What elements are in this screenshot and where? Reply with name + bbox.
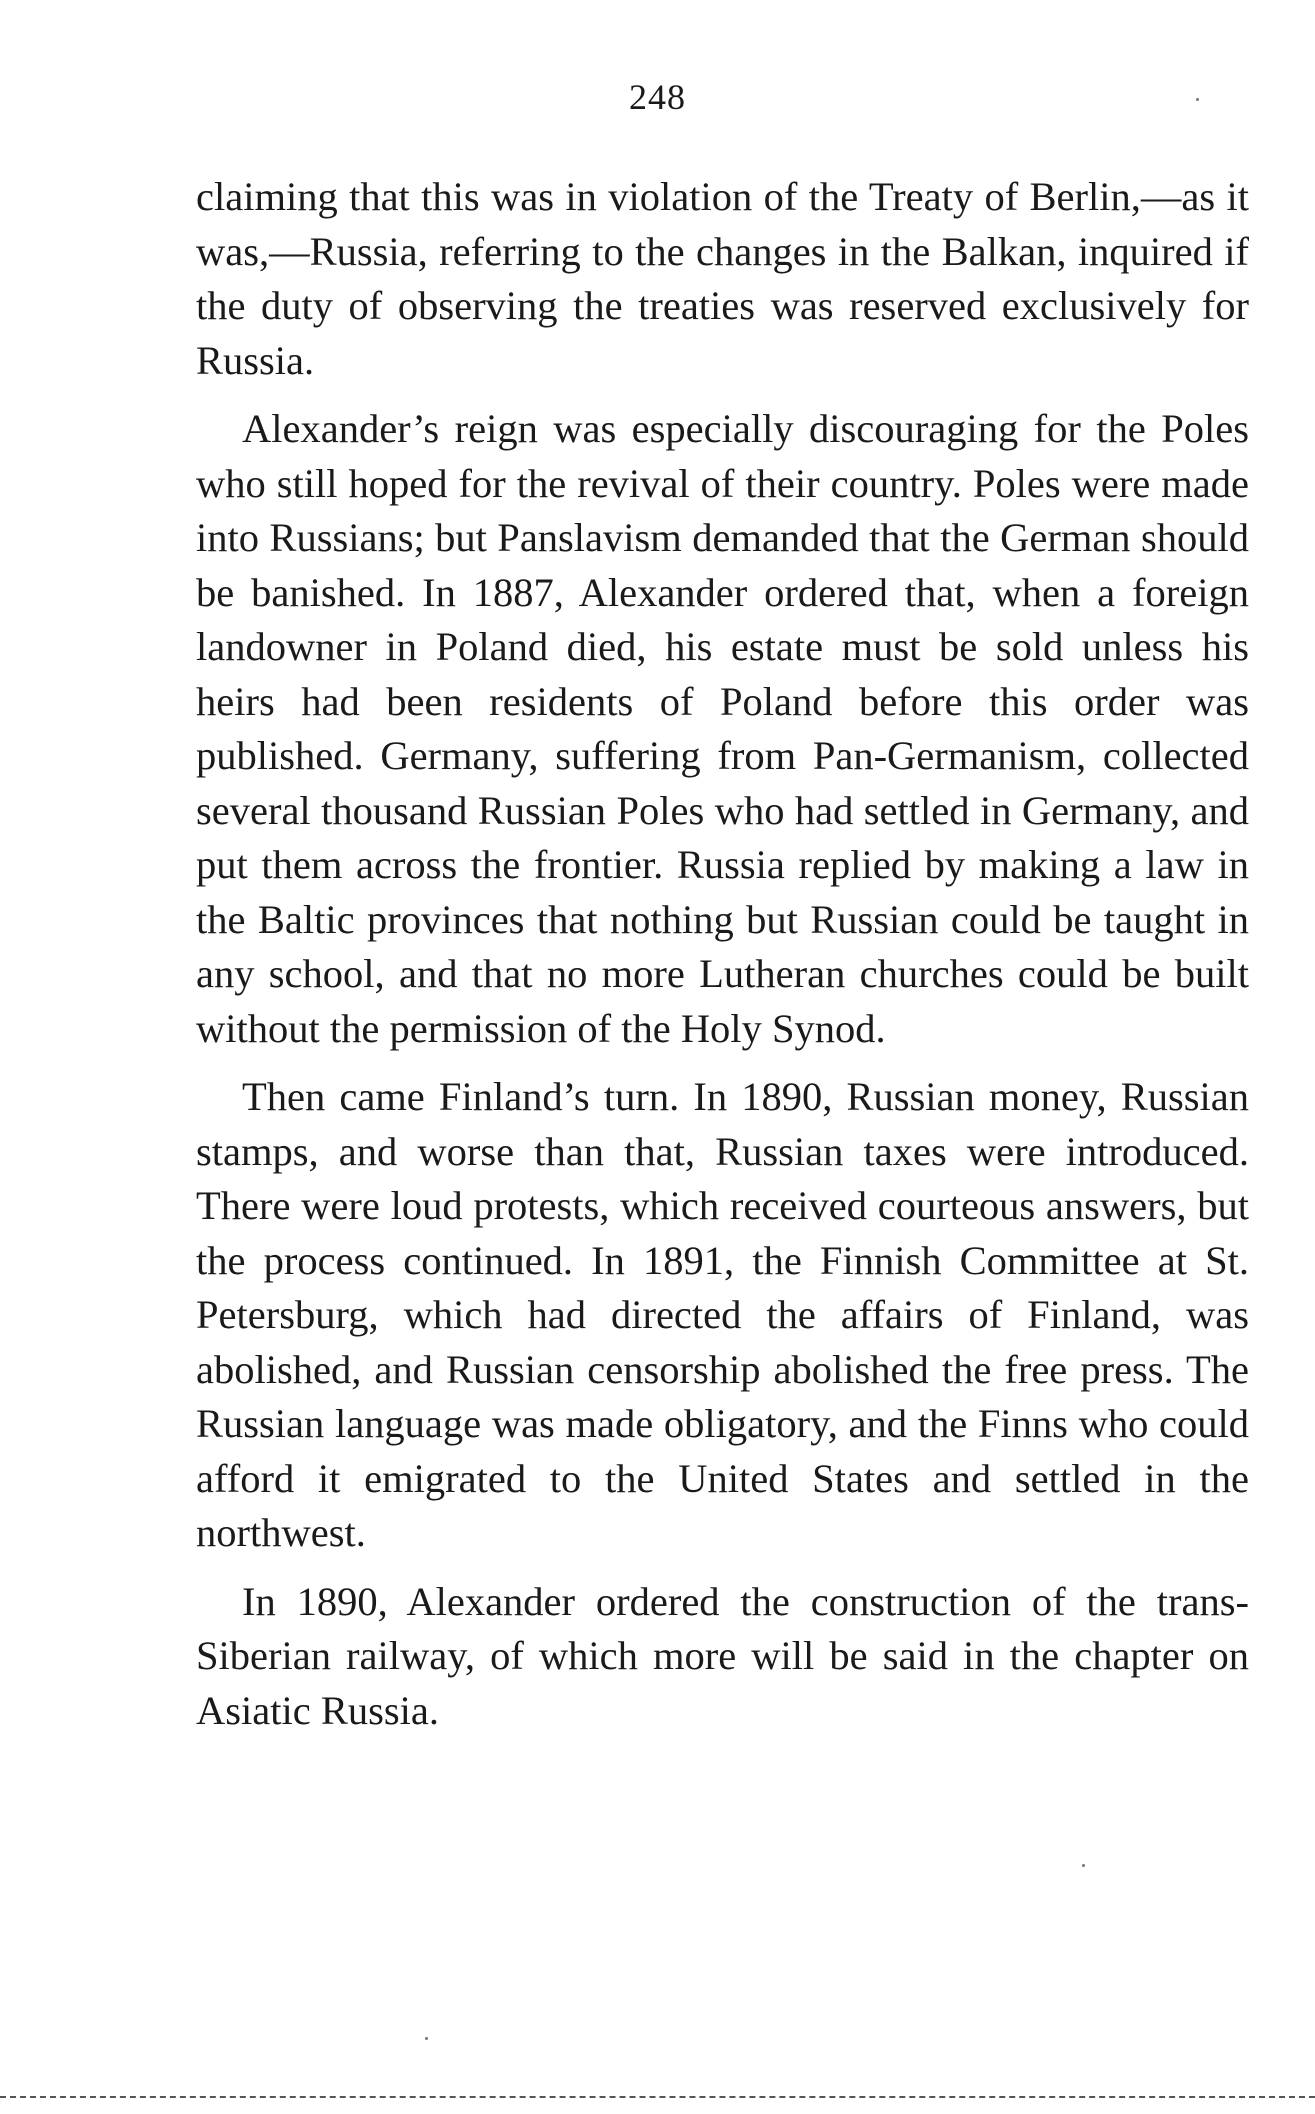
paragraph-treaty-of-berlin: claiming that this was in violation of the Treaty of Berlin,—as it was,—Russia, referring to the changes in the Balkan, inquired if the duty of observing the treaties was reserved exclusively for Russia.	[196, 174, 1249, 383]
page-number: 248	[629, 77, 686, 117]
paragraph-trans-siberian-railway: In 1890, Alexander ordered the construction of the trans-Siberian railway, of which more will be said in the chapter on Asiatic Russia.	[196, 1578, 1249, 1733]
paragraph-finland: Then came Finland’s turn. In 1890, Russian money, Russian stamps, and worse than that, Russian taxes were introduced. There were loud protests, which received courteous answers, but the process continued. In 1891, the Finnish Committee at St. Petersburg, which had directed the affairs of Finland, was abolished, and Russian censorship abolished the free press. The Russian language was made obligatory, and the Finns who could afford it emigrated to the United States and settled in the northwest.	[196, 1074, 1249, 1555]
body-text	[196, 170, 1249, 1738]
scan-speck	[425, 2037, 428, 2040]
scan-speck	[1082, 1864, 1085, 1867]
scan-speck	[1196, 98, 1199, 101]
page-bottom-edge	[0, 2096, 1315, 2098]
paragraph-poles: Alexander’s reign was especially discouraging for the Poles who still hoped for the revival of their country. Poles were made into Russians; but Panslavism demanded that the German should be banished. In 1887, Alexander ordered that, when a foreign landowner in Poland died, his estate must be sold unless his heirs had been residents of Poland before this order was published. Germany, suffering from Pan-Germanism, collected several thousand Russian Poles who had settled in Germany, and put them across the frontier. Russia replied by making a law in the Baltic provinces that nothing but Russian could be taught in any school, and that no more Lutheran churches could be built without the permission of the Holy Synod.	[196, 406, 1249, 1051]
